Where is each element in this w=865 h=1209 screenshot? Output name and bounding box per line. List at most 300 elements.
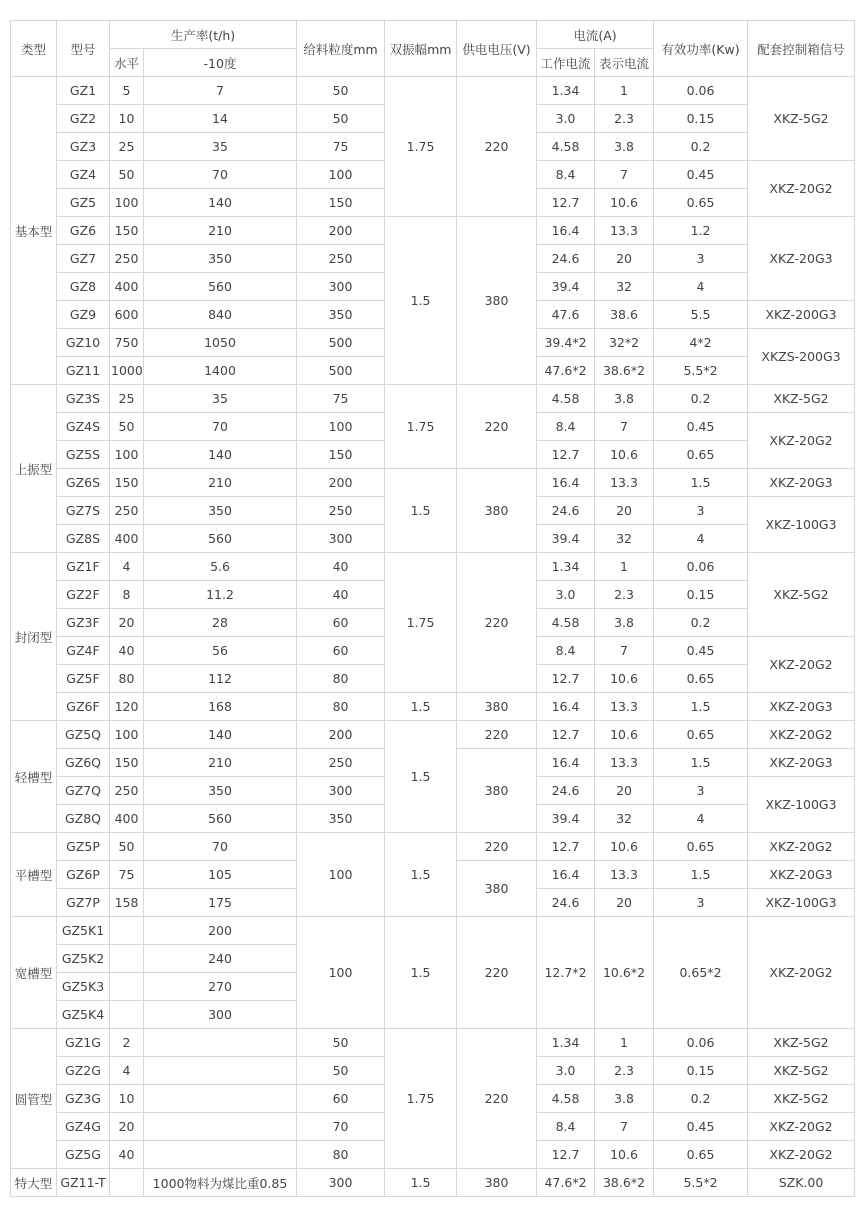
control-box-cell: SZK.00 xyxy=(748,1169,855,1197)
rate-incline-cell: 210 xyxy=(144,749,297,777)
header-rate-level: 水平 xyxy=(110,49,144,77)
header-voltage: 供电电压(V) xyxy=(457,21,537,77)
power-cell: 0.65*2 xyxy=(654,917,748,1029)
rate-incline-cell: 105 xyxy=(144,861,297,889)
header-power: 有效功率(Kw) xyxy=(654,21,748,77)
voltage-cell: 380 xyxy=(457,217,537,385)
model-cell: GZ5G xyxy=(57,1141,110,1169)
feed-size-cell: 100 xyxy=(297,833,385,917)
rate-incline-cell: 5.6 xyxy=(144,553,297,581)
model-cell: GZ1G xyxy=(57,1029,110,1057)
control-box-cell: XKZ-20G3 xyxy=(748,469,855,497)
voltage-cell: 220 xyxy=(457,721,537,749)
rate-incline-cell xyxy=(144,1057,297,1085)
feed-size-cell: 150 xyxy=(297,441,385,469)
power-cell: 1.5 xyxy=(654,749,748,777)
power-cell: 4 xyxy=(654,525,748,553)
control-box-cell: XKZ-20G2 xyxy=(748,161,855,217)
model-cell: GZ5S xyxy=(57,441,110,469)
amplitude-cell: 1.5 xyxy=(385,693,457,721)
model-cell: GZ5Q xyxy=(57,721,110,749)
feed-size-cell: 50 xyxy=(297,105,385,133)
power-cell: 0.65 xyxy=(654,441,748,469)
rate-level-cell: 25 xyxy=(110,385,144,413)
feed-size-cell: 200 xyxy=(297,721,385,749)
indicated-current-cell: 3.8 xyxy=(595,385,654,413)
control-box-cell: XKZ-5G2 xyxy=(748,1057,855,1085)
feed-size-cell: 300 xyxy=(297,777,385,805)
header-current: 电流(A) xyxy=(537,21,654,49)
feed-size-cell: 300 xyxy=(297,525,385,553)
working-current-cell: 4.58 xyxy=(537,609,595,637)
model-cell: GZ5K4 xyxy=(57,1001,110,1029)
rate-level-cell: 4 xyxy=(110,553,144,581)
amplitude-cell: 1.75 xyxy=(385,1029,457,1169)
feed-size-cell: 300 xyxy=(297,1169,385,1197)
working-current-cell: 24.6 xyxy=(537,245,595,273)
working-current-cell: 24.6 xyxy=(537,889,595,917)
working-current-cell: 39.4 xyxy=(537,805,595,833)
working-current-cell: 12.7*2 xyxy=(537,917,595,1029)
model-cell: GZ6F xyxy=(57,693,110,721)
amplitude-cell: 1.5 xyxy=(385,917,457,1029)
rate-incline-cell: 560 xyxy=(144,273,297,301)
control-box-cell: XKZS-200G3 xyxy=(748,329,855,385)
rate-level-cell: 150 xyxy=(110,217,144,245)
working-current-cell: 3.0 xyxy=(537,581,595,609)
rate-level-cell: 10 xyxy=(110,1085,144,1113)
indicated-current-cell: 3.8 xyxy=(595,133,654,161)
table-row xyxy=(11,385,855,413)
model-cell: GZ5K2 xyxy=(57,945,110,973)
control-box-cell: XKZ-20G3 xyxy=(748,861,855,889)
power-cell: 0.06 xyxy=(654,553,748,581)
working-current-cell: 12.7 xyxy=(537,189,595,217)
power-cell: 3 xyxy=(654,889,748,917)
rate-level-cell xyxy=(110,1001,144,1029)
indicated-current-cell: 10.6 xyxy=(595,665,654,693)
indicated-current-cell: 13.3 xyxy=(595,749,654,777)
power-cell: 5.5*2 xyxy=(654,357,748,385)
rate-incline-cell: 35 xyxy=(144,385,297,413)
feed-size-cell: 40 xyxy=(297,553,385,581)
control-box-cell: XKZ-20G2 xyxy=(748,721,855,749)
voltage-cell: 220 xyxy=(457,385,537,469)
rate-level-cell xyxy=(110,973,144,1001)
power-cell: 0.65 xyxy=(654,189,748,217)
power-cell: 4*2 xyxy=(654,329,748,357)
table-row xyxy=(11,833,855,861)
control-box-cell: XKZ-200G3 xyxy=(748,301,855,329)
rate-incline-cell: 140 xyxy=(144,189,297,217)
working-current-cell: 24.6 xyxy=(537,497,595,525)
feed-size-cell: 50 xyxy=(297,77,385,105)
model-cell: GZ6P xyxy=(57,861,110,889)
power-cell: 0.2 xyxy=(654,133,748,161)
header-amplitude: 双振幅mm xyxy=(385,21,457,77)
rate-incline-cell xyxy=(144,1113,297,1141)
rate-level-cell: 2 xyxy=(110,1029,144,1057)
model-cell: GZ3G xyxy=(57,1085,110,1113)
model-cell: GZ4G xyxy=(57,1113,110,1141)
feed-size-cell: 350 xyxy=(297,805,385,833)
rate-level-cell: 4 xyxy=(110,1057,144,1085)
rate-incline-cell: 7 xyxy=(144,77,297,105)
power-cell: 3 xyxy=(654,497,748,525)
working-current-cell: 12.7 xyxy=(537,833,595,861)
power-cell: 0.65 xyxy=(654,721,748,749)
header-feed-size: 给料粒度mm xyxy=(297,21,385,77)
model-cell: GZ7P xyxy=(57,889,110,917)
amplitude-cell: 1.5 xyxy=(385,469,457,553)
indicated-current-cell: 32*2 xyxy=(595,329,654,357)
power-cell: 0.15 xyxy=(654,1057,748,1085)
model-cell: GZ3 xyxy=(57,133,110,161)
indicated-current-cell: 38.6*2 xyxy=(595,357,654,385)
rate-level-cell: 100 xyxy=(110,721,144,749)
voltage-cell: 380 xyxy=(457,861,537,917)
voltage-cell: 380 xyxy=(457,693,537,721)
working-current-cell: 47.6 xyxy=(537,301,595,329)
model-cell: GZ5K1 xyxy=(57,917,110,945)
feed-size-cell: 60 xyxy=(297,637,385,665)
model-cell: GZ10 xyxy=(57,329,110,357)
working-current-cell: 12.7 xyxy=(537,721,595,749)
model-cell: GZ5 xyxy=(57,189,110,217)
feed-size-cell: 80 xyxy=(297,1141,385,1169)
working-current-cell: 1.34 xyxy=(537,553,595,581)
working-current-cell: 1.34 xyxy=(537,1029,595,1057)
indicated-current-cell: 20 xyxy=(595,497,654,525)
rate-level-cell: 50 xyxy=(110,833,144,861)
rate-level-cell: 600 xyxy=(110,301,144,329)
indicated-current-cell: 10.6 xyxy=(595,721,654,749)
rate-incline-cell: 350 xyxy=(144,497,297,525)
model-cell: GZ5F xyxy=(57,665,110,693)
model-cell: GZ5P xyxy=(57,833,110,861)
indicated-current-cell: 2.3 xyxy=(595,1057,654,1085)
feed-size-cell: 500 xyxy=(297,357,385,385)
indicated-current-cell: 13.3 xyxy=(595,469,654,497)
type-cell: 平槽型 xyxy=(11,833,57,917)
rate-level-cell: 75 xyxy=(110,861,144,889)
model-cell: GZ3S xyxy=(57,385,110,413)
header-model: 型号 xyxy=(57,21,110,77)
model-cell: GZ7Q xyxy=(57,777,110,805)
rate-incline-cell: 1400 xyxy=(144,357,297,385)
indicated-current-cell: 32 xyxy=(595,273,654,301)
voltage-cell: 380 xyxy=(457,749,537,833)
working-current-cell: 16.4 xyxy=(537,861,595,889)
feed-size-cell: 60 xyxy=(297,609,385,637)
amplitude-cell: 1.5 xyxy=(385,721,457,833)
vibrating-feeder-spec-table xyxy=(10,20,855,1197)
model-cell: GZ5K3 xyxy=(57,973,110,1001)
spec-table-container xyxy=(10,20,854,1197)
feed-size-cell: 40 xyxy=(297,581,385,609)
rate-level-cell: 1000 xyxy=(110,357,144,385)
feed-size-cell: 250 xyxy=(297,497,385,525)
model-cell: GZ8S xyxy=(57,525,110,553)
spec-table-body xyxy=(11,77,855,1197)
rate-level-cell xyxy=(110,917,144,945)
feed-size-cell: 100 xyxy=(297,161,385,189)
rate-level-cell: 120 xyxy=(110,693,144,721)
voltage-cell: 380 xyxy=(457,1169,537,1197)
power-cell: 0.06 xyxy=(654,1029,748,1057)
feed-size-cell: 80 xyxy=(297,665,385,693)
rate-incline-cell: 140 xyxy=(144,441,297,469)
rate-level-cell: 50 xyxy=(110,413,144,441)
type-cell: 封闭型 xyxy=(11,553,57,721)
rate-level-cell: 400 xyxy=(110,273,144,301)
power-cell: 0.45 xyxy=(654,1113,748,1141)
indicated-current-cell: 7 xyxy=(595,161,654,189)
rate-level-cell: 150 xyxy=(110,469,144,497)
rate-incline-cell: 14 xyxy=(144,105,297,133)
rate-level-cell: 158 xyxy=(110,889,144,917)
model-cell: GZ8 xyxy=(57,273,110,301)
working-current-cell: 4.58 xyxy=(537,385,595,413)
table-row xyxy=(11,721,855,749)
rate-level-cell: 100 xyxy=(110,441,144,469)
power-cell: 1.5 xyxy=(654,693,748,721)
rate-incline-cell: 350 xyxy=(144,245,297,273)
rate-incline-cell: 840 xyxy=(144,301,297,329)
feed-size-cell: 70 xyxy=(297,1113,385,1141)
control-box-cell: XKZ-5G2 xyxy=(748,385,855,413)
indicated-current-cell: 10.6 xyxy=(595,833,654,861)
working-current-cell: 12.7 xyxy=(537,1141,595,1169)
type-cell: 上振型 xyxy=(11,385,57,553)
table-row xyxy=(11,217,855,245)
indicated-current-cell: 38.6*2 xyxy=(595,1169,654,1197)
rate-incline-cell: 210 xyxy=(144,469,297,497)
header-control-box: 配套控制箱信号 xyxy=(748,21,855,77)
amplitude-cell: 1.75 xyxy=(385,385,457,469)
table-row xyxy=(11,917,855,945)
model-cell: GZ4S xyxy=(57,413,110,441)
feed-size-cell: 60 xyxy=(297,1085,385,1113)
model-cell: GZ1 xyxy=(57,77,110,105)
working-current-cell: 39.4 xyxy=(537,273,595,301)
control-box-cell: XKZ-20G3 xyxy=(748,217,855,301)
table-row xyxy=(11,469,855,497)
feed-size-cell: 200 xyxy=(297,217,385,245)
working-current-cell: 8.4 xyxy=(537,161,595,189)
header-rate: 生产率(t/h) xyxy=(110,21,297,49)
model-cell: GZ1F xyxy=(57,553,110,581)
feed-size-cell: 100 xyxy=(297,917,385,1029)
rate-incline-cell: 560 xyxy=(144,805,297,833)
power-cell: 0.45 xyxy=(654,161,748,189)
header-working-current: 工作电流 xyxy=(537,49,595,77)
rate-incline-cell: 210 xyxy=(144,217,297,245)
control-box-cell: XKZ-5G2 xyxy=(748,553,855,637)
working-current-cell: 47.6*2 xyxy=(537,357,595,385)
control-box-cell: XKZ-100G3 xyxy=(748,889,855,917)
rate-level-cell: 25 xyxy=(110,133,144,161)
model-cell: GZ11 xyxy=(57,357,110,385)
working-current-cell: 8.4 xyxy=(537,1113,595,1141)
rate-level-cell: 750 xyxy=(110,329,144,357)
rate-level-cell: 400 xyxy=(110,525,144,553)
power-cell: 4 xyxy=(654,273,748,301)
working-current-cell: 1.34 xyxy=(537,77,595,105)
amplitude-cell: 1.5 xyxy=(385,1169,457,1197)
feed-size-cell: 80 xyxy=(297,693,385,721)
indicated-current-cell: 1 xyxy=(595,77,654,105)
feed-size-cell: 250 xyxy=(297,749,385,777)
rate-incline-cell: 28 xyxy=(144,609,297,637)
working-current-cell: 3.0 xyxy=(537,105,595,133)
control-box-cell: XKZ-20G3 xyxy=(748,693,855,721)
power-cell: 0.65 xyxy=(654,1141,748,1169)
rate-level-cell: 400 xyxy=(110,805,144,833)
model-cell: GZ7S xyxy=(57,497,110,525)
table-row xyxy=(11,1029,855,1057)
model-cell: GZ11-T xyxy=(57,1169,110,1197)
power-cell: 5.5*2 xyxy=(654,1169,748,1197)
rate-level-cell: 250 xyxy=(110,245,144,273)
control-box-cell: XKZ-20G2 xyxy=(748,413,855,469)
voltage-cell: 380 xyxy=(457,469,537,553)
power-cell: 3 xyxy=(654,245,748,273)
power-cell: 0.2 xyxy=(654,1085,748,1113)
rate-incline-cell xyxy=(144,1085,297,1113)
indicated-current-cell: 20 xyxy=(595,777,654,805)
model-cell: GZ2G xyxy=(57,1057,110,1085)
rate-incline-cell: 35 xyxy=(144,133,297,161)
indicated-current-cell: 20 xyxy=(595,245,654,273)
control-box-cell: XKZ-20G2 xyxy=(748,1141,855,1169)
rate-incline-cell: 140 xyxy=(144,721,297,749)
rate-merged-note-cell: 1000物料为煤比重0.85 xyxy=(144,1169,297,1197)
control-box-cell: XKZ-100G3 xyxy=(748,777,855,833)
indicated-current-cell: 13.3 xyxy=(595,693,654,721)
rate-level-cell: 10 xyxy=(110,105,144,133)
feed-size-cell: 350 xyxy=(297,301,385,329)
indicated-current-cell: 7 xyxy=(595,637,654,665)
power-cell: 0.65 xyxy=(654,833,748,861)
feed-size-cell: 300 xyxy=(297,273,385,301)
rate-incline-cell: 56 xyxy=(144,637,297,665)
power-cell: 5.5 xyxy=(654,301,748,329)
rate-level-cell: 40 xyxy=(110,637,144,665)
rate-incline-cell: 300 xyxy=(144,1001,297,1029)
rate-incline-cell: 200 xyxy=(144,917,297,945)
working-current-cell: 4.58 xyxy=(537,133,595,161)
model-cell: GZ7 xyxy=(57,245,110,273)
rate-level-cell: 8 xyxy=(110,581,144,609)
working-current-cell: 16.4 xyxy=(537,469,595,497)
rate-incline-cell: 270 xyxy=(144,973,297,1001)
voltage-cell: 220 xyxy=(457,1029,537,1169)
model-cell: GZ9 xyxy=(57,301,110,329)
type-cell: 圆管型 xyxy=(11,1029,57,1169)
indicated-current-cell: 13.3 xyxy=(595,861,654,889)
power-cell: 0.15 xyxy=(654,105,748,133)
feed-size-cell: 50 xyxy=(297,1029,385,1057)
header-indicated-current: 表示电流 xyxy=(595,49,654,77)
model-cell: GZ2F xyxy=(57,581,110,609)
power-cell: 4 xyxy=(654,805,748,833)
amplitude-cell: 1.75 xyxy=(385,553,457,693)
feed-size-cell: 50 xyxy=(297,1057,385,1085)
rate-incline-cell: 1050 xyxy=(144,329,297,357)
rate-incline-cell: 112 xyxy=(144,665,297,693)
rate-level-cell: 80 xyxy=(110,665,144,693)
power-cell: 0.45 xyxy=(654,413,748,441)
model-cell: GZ8Q xyxy=(57,805,110,833)
model-cell: GZ2 xyxy=(57,105,110,133)
voltage-cell: 220 xyxy=(457,553,537,693)
rate-level-cell: 50 xyxy=(110,161,144,189)
indicated-current-cell: 3.8 xyxy=(595,1085,654,1113)
working-current-cell: 39.4 xyxy=(537,525,595,553)
model-cell: GZ6 xyxy=(57,217,110,245)
power-cell: 1.5 xyxy=(654,469,748,497)
rate-level-cell: 150 xyxy=(110,749,144,777)
control-box-cell: XKZ-20G2 xyxy=(748,917,855,1029)
control-box-cell: XKZ-5G2 xyxy=(748,77,855,161)
amplitude-cell: 1.5 xyxy=(385,833,457,917)
rate-level-cell xyxy=(110,945,144,973)
indicated-current-cell: 7 xyxy=(595,413,654,441)
type-cell: 基本型 xyxy=(11,77,57,385)
indicated-current-cell: 38.6 xyxy=(595,301,654,329)
indicated-current-cell: 1 xyxy=(595,553,654,581)
indicated-current-cell: 10.6 xyxy=(595,1141,654,1169)
amplitude-cell: 1.75 xyxy=(385,77,457,217)
power-cell: 0.15 xyxy=(654,581,748,609)
indicated-current-cell: 20 xyxy=(595,889,654,917)
rate-incline-cell: 168 xyxy=(144,693,297,721)
indicated-current-cell: 7 xyxy=(595,1113,654,1141)
table-row xyxy=(11,693,855,721)
power-cell: 0.65 xyxy=(654,665,748,693)
control-box-cell: XKZ-20G2 xyxy=(748,833,855,861)
working-current-cell: 16.4 xyxy=(537,217,595,245)
type-cell: 特大型 xyxy=(11,1169,57,1197)
rate-level-cell: 40 xyxy=(110,1141,144,1169)
table-row xyxy=(11,77,855,105)
rate-incline-cell: 350 xyxy=(144,777,297,805)
working-current-cell: 16.4 xyxy=(537,693,595,721)
type-cell: 宽槽型 xyxy=(11,917,57,1029)
power-cell: 0.45 xyxy=(654,637,748,665)
control-box-cell: XKZ-5G2 xyxy=(748,1085,855,1113)
rate-incline-cell: 560 xyxy=(144,525,297,553)
power-cell: 0.2 xyxy=(654,385,748,413)
working-current-cell: 24.6 xyxy=(537,777,595,805)
feed-size-cell: 75 xyxy=(297,133,385,161)
power-cell: 1.5 xyxy=(654,861,748,889)
rate-incline-cell: 70 xyxy=(144,161,297,189)
indicated-current-cell: 10.6*2 xyxy=(595,917,654,1029)
control-box-cell: XKZ-20G2 xyxy=(748,1113,855,1141)
feed-size-cell: 200 xyxy=(297,469,385,497)
header-type: 类型 xyxy=(11,21,57,77)
rate-incline-cell xyxy=(144,1029,297,1057)
rate-level-cell: 250 xyxy=(110,777,144,805)
indicated-current-cell: 1 xyxy=(595,1029,654,1057)
working-current-cell: 3.0 xyxy=(537,1057,595,1085)
indicated-current-cell: 13.3 xyxy=(595,217,654,245)
voltage-cell: 220 xyxy=(457,917,537,1029)
header-row-1 xyxy=(11,21,855,49)
indicated-current-cell: 2.3 xyxy=(595,581,654,609)
